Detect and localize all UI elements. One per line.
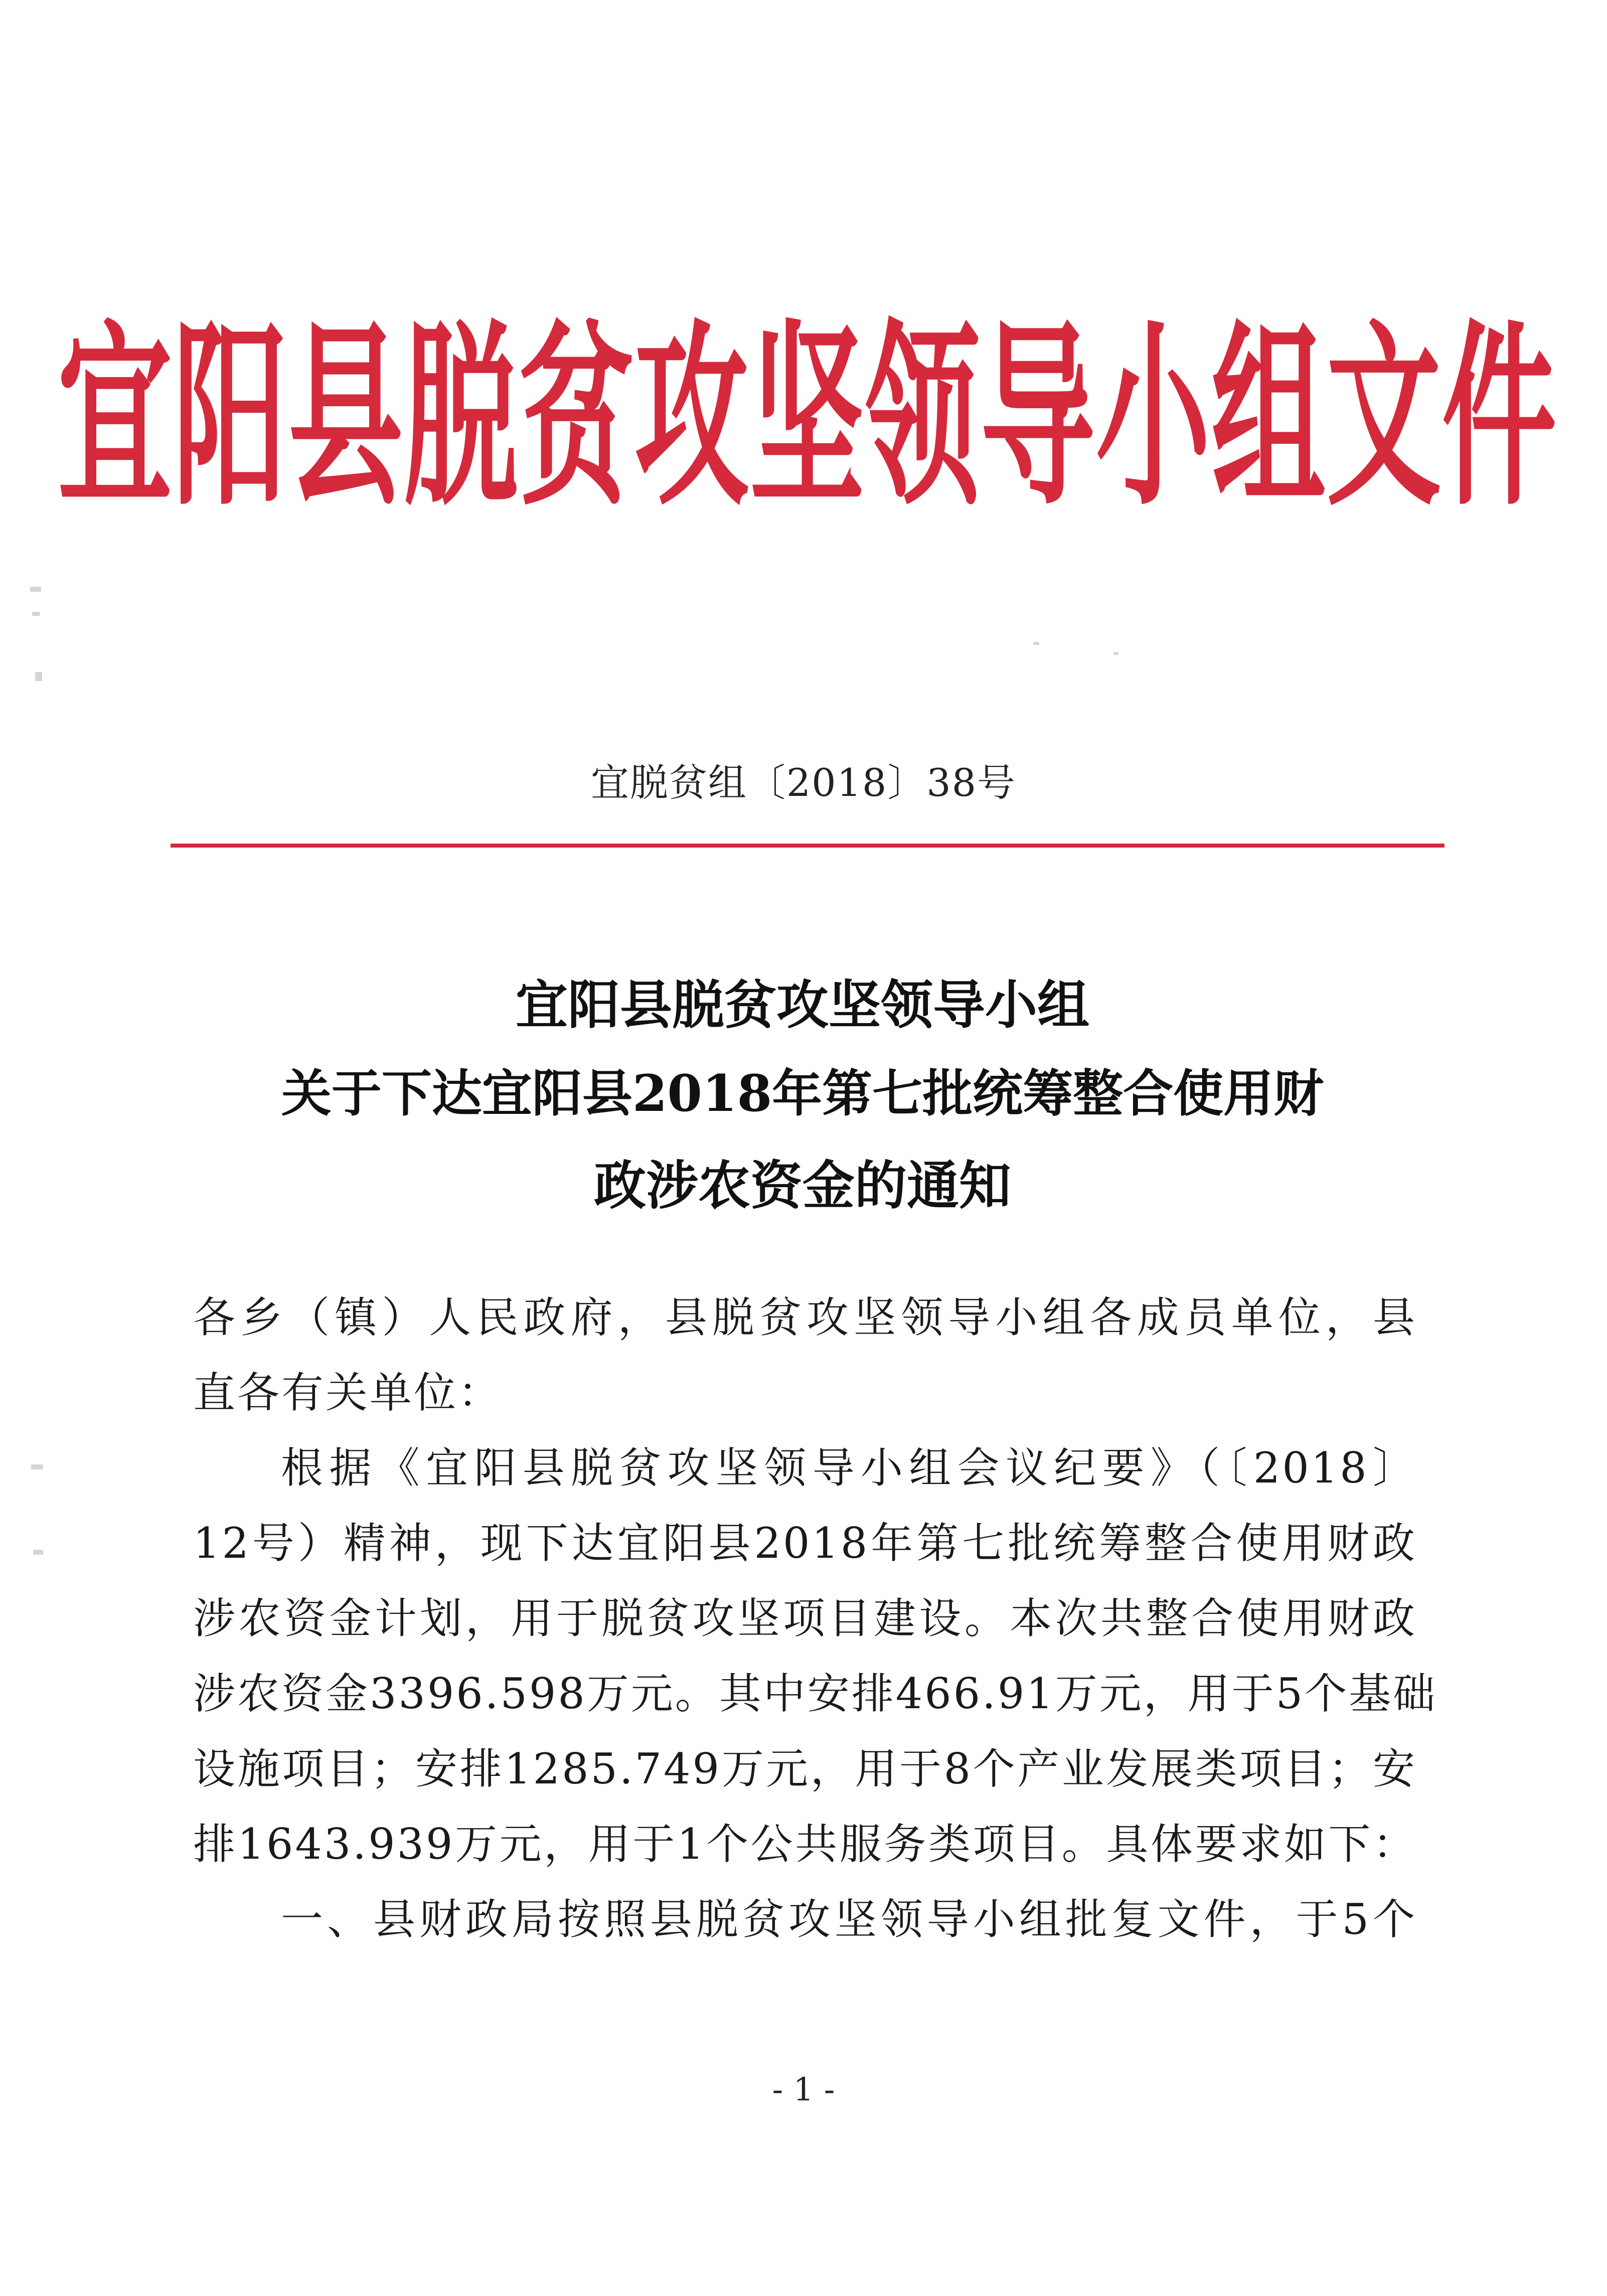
body-line-5: 涉农资金计划，用于脱贫攻坚项目建设。本次共整合使用财政	[193, 1594, 1417, 1643]
scan-speck	[31, 1464, 43, 1469]
body-line-6: 涉农资金3396.598万元。其中安排466.91万元，用于5个基础	[193, 1669, 1437, 1718]
scan-speck	[1113, 652, 1118, 655]
body-line-7: 设施项目；安排1285.749万元，用于8个产业发展类项目；安	[193, 1744, 1417, 1793]
notice-title-line-3: 政涉农资金的通知	[593, 1155, 1011, 1216]
masthead-title: 宜阳县脱贫攻坚领导小组文件	[58, 302, 1557, 532]
scan-speck	[1033, 642, 1039, 645]
notice-title-line-2: 关于下达宜阳县2018年第七批统筹整合使用财	[281, 1064, 1324, 1123]
body-line-4: 12号）精神，现下达宜阳县2018年第七批统筹整合使用财政	[193, 1519, 1417, 1568]
notice-title-line-1: 宜阳县脱贫攻坚领导小组	[515, 974, 1089, 1036]
page-number: - 1 -	[772, 2071, 835, 2108]
document-number: 宜脱贫组〔2018〕38号	[590, 760, 1017, 805]
scan-speck	[30, 587, 41, 592]
body-line-9: 一、县财政局按照县脱贫攻坚领导小组批复文件，于5个	[281, 1895, 1417, 1944]
scan-speck	[32, 612, 40, 616]
red-divider-rule	[171, 844, 1444, 848]
scan-speck	[35, 672, 42, 681]
body-line-1: 各乡（镇）人民政府，县脱贫攻坚领导小组各成员单位，县	[193, 1293, 1417, 1342]
body-line-2: 直各有关单位：	[193, 1368, 503, 1417]
masthead	[58, 281, 1557, 532]
scan-speck	[33, 1550, 43, 1555]
body-line-3: 根据《宜阳县脱贫攻坚领导小组会议纪要》（〔2018〕	[281, 1443, 1417, 1493]
body-line-8: 排1643.939万元，用于1个公共服务类项目。具体要求如下：	[193, 1820, 1417, 1869]
